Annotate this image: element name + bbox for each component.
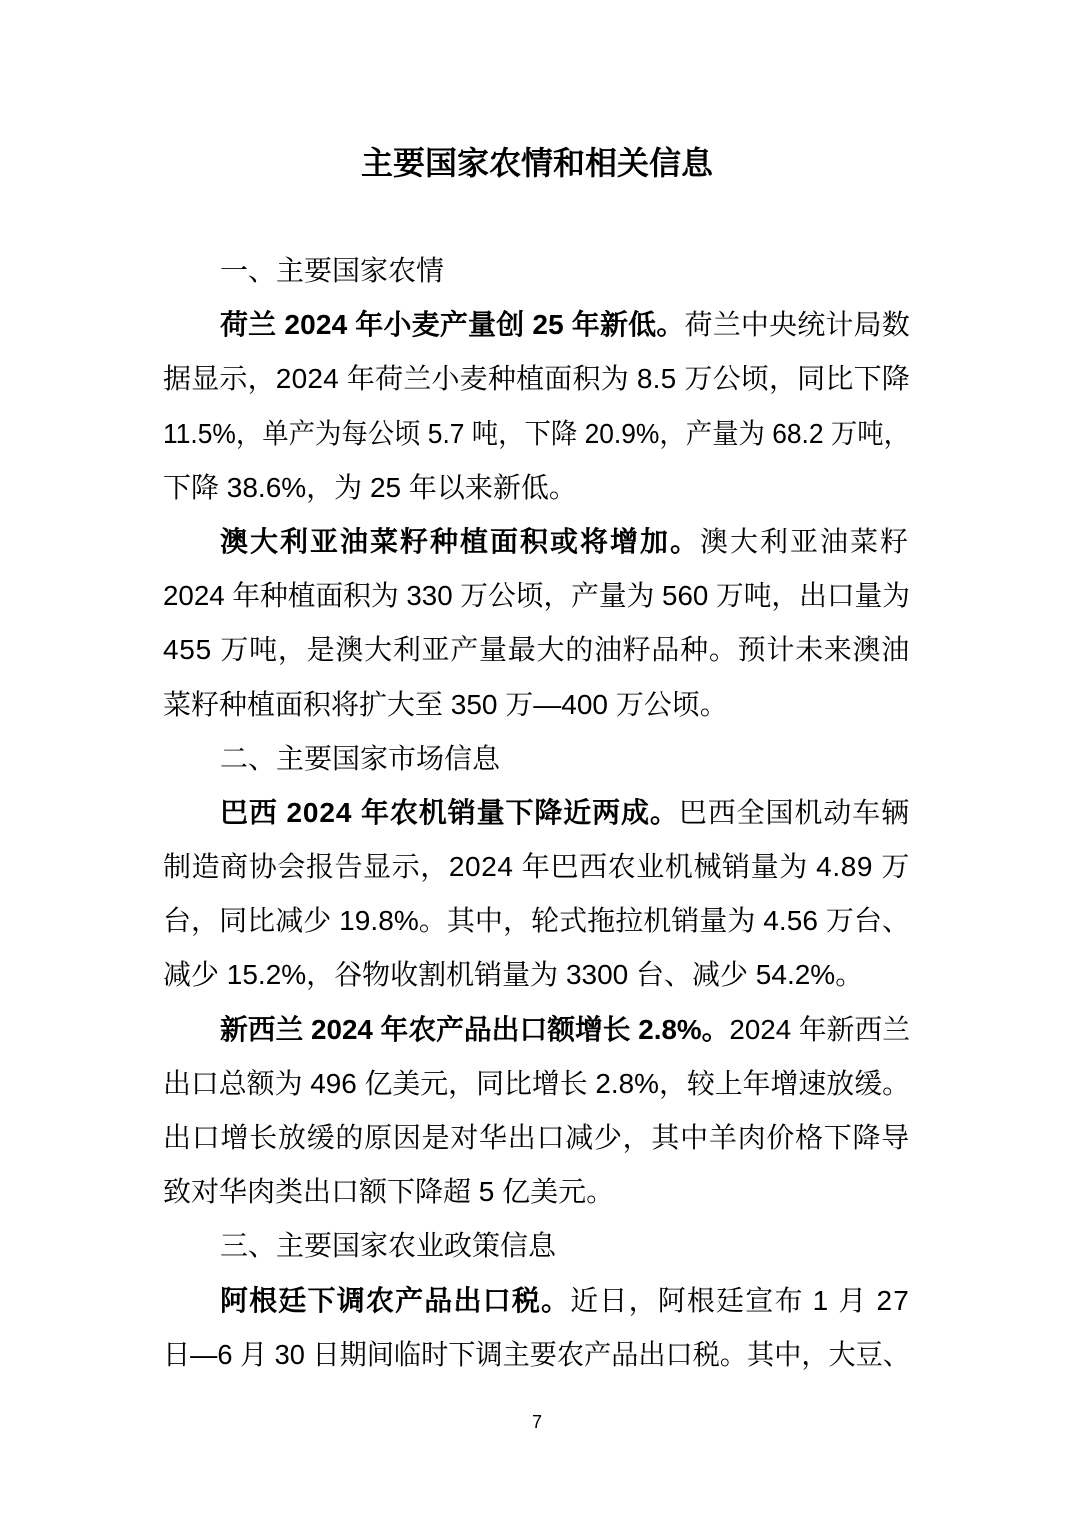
- document-body: [163, 244, 910, 1382]
- line-text: 下降 38.6%，为 25 年以来新低。: [163, 471, 577, 503]
- line-text: 日—6 月 30 日期间临时下调主要农产品出口税。其中，大豆、: [163, 1338, 910, 1370]
- section-heading-text: 三、主要国家农业政策信息: [220, 1230, 557, 1262]
- paragraph-lead: 巴西 2024 年农机销量下降近两成。: [220, 796, 679, 828]
- paragraph-lead: 阿根廷下调农产品出口税。: [220, 1284, 571, 1316]
- section-heading-text: 一、主要国家农情: [220, 255, 445, 286]
- paragraph-first-line: [163, 298, 910, 352]
- paragraph-line: [163, 840, 910, 894]
- line-text: 台，同比减少 19.8%。其中，轮式拖拉机销量为 4.56 万台、: [163, 905, 910, 937]
- paragraph-text: 近日，阿根廷宣布 1 月 27: [570, 1284, 910, 1316]
- section-heading: [163, 244, 910, 298]
- paragraph-lead: 新西兰 2024 年农产品出口额增长 2.8%。: [220, 1013, 730, 1045]
- line-text: 455 万吨，是澳大利亚产量最大的油籽品种。预计未来澳油: [163, 634, 910, 666]
- document-title: 主要国家农情和相关信息: [360, 145, 713, 181]
- paragraph-line: [163, 678, 910, 732]
- paragraph-line: [163, 1165, 910, 1219]
- line-text: 2024 年种植面积为 330 万公顷，产量为 560 万吨，出口量为: [163, 580, 910, 612]
- line-text: [220, 1003, 910, 1057]
- paragraph-first-line: [163, 515, 910, 569]
- line-text: 出口增长放缓的原因是对华出口减少，其中羊肉价格下降导: [163, 1122, 910, 1153]
- paragraph-text: 澳大利亚油菜籽: [699, 525, 910, 557]
- paragraph-line: [163, 948, 910, 1002]
- line-text: 菜籽种植面积将扩大至 350 万—400 万公顷。: [163, 688, 728, 720]
- paragraph-first-line: [163, 786, 910, 840]
- section-heading-text: 二、主要国家市场信息: [220, 742, 501, 774]
- paragraph-line: [163, 569, 910, 623]
- line-text: 据显示，2024 年荷兰小麦种植面积为 8.5 万公顷，同比下降: [163, 363, 910, 395]
- paragraph-first-line: [163, 1003, 910, 1057]
- paragraph-line: [163, 352, 910, 406]
- line-text: 制造商协会报告显示，2024 年巴西农业机械销量为 4.89 万: [163, 851, 910, 883]
- paragraph-line: [163, 1328, 910, 1382]
- paragraph-line: [163, 623, 910, 677]
- paragraph-line: [163, 461, 910, 515]
- paragraph-line: [163, 407, 910, 461]
- line-text: [220, 298, 910, 352]
- line-text: [220, 786, 910, 840]
- paragraph-lead: 澳大利亚油菜籽种植面积或将增加。: [220, 525, 700, 557]
- paragraph-text: 2024 年新西兰: [729, 1013, 910, 1045]
- line-text: 致对华肉类出口额下降超 5 亿美元。: [163, 1176, 615, 1208]
- paragraph-first-line: [163, 1274, 910, 1328]
- paragraph-line: [163, 894, 910, 948]
- line-text: 减少 15.2%，谷物收割机销量为 3300 台、减少 54.2%。: [163, 959, 864, 991]
- line-text: 出口总额为 496 亿美元，同比增长 2.8%，较上年增速放缓。: [163, 1067, 910, 1099]
- paragraph-line: [163, 1057, 910, 1111]
- paragraph-text: 荷兰中央统计局数: [684, 309, 910, 341]
- paragraph-lead: 荷兰 2024 年小麦产量创 25 年新低。: [220, 309, 685, 341]
- paragraph-line: [163, 1111, 910, 1165]
- paragraph-text: 巴西全国机动车辆: [678, 796, 910, 828]
- section-heading: [163, 1219, 910, 1273]
- line-text: [220, 515, 910, 569]
- page-number: 7: [531, 1412, 542, 1432]
- line-text: 11.5%，单产为每公顷 5.7 吨，下降 20.9%，产量为 68.2 万吨，: [163, 417, 910, 449]
- section-heading: [163, 732, 910, 786]
- line-text: [220, 1274, 910, 1328]
